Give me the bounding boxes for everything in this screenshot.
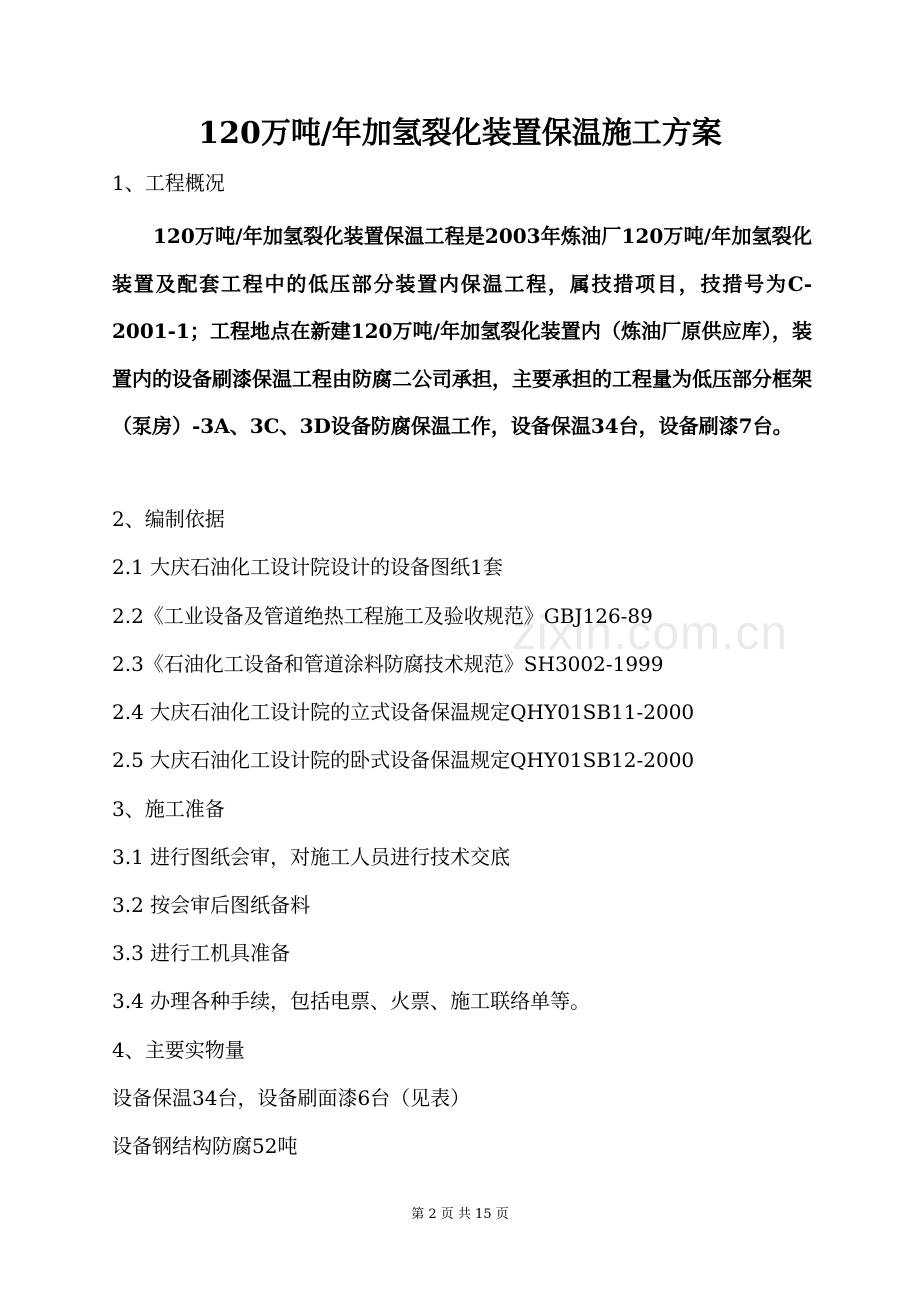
basis-item-2-5: 2.5 大庆石油化工设计院的卧式设备保温规定QHY01SB12-2000 [112, 748, 695, 772]
basis-item-2-4: 2.4 大庆石油化工设计院的立式设备保温规定QHY01SB11-2000 [112, 700, 695, 724]
section-2-heading: 2、编制依据 [112, 507, 225, 531]
basis-item-2-3: 2.3《石油化工设备和管道涂料防腐技术规范》SH3002-1999 [112, 652, 664, 676]
basis-item-2-2: 2.2《工业设备及管道绝热工程施工及验收规范》GBJ126-89 [112, 604, 653, 628]
document-title: 120万吨/年加氢裂化装置保温施工方案 [198, 116, 722, 151]
preparation-item-3-1: 3.1 进行图纸会审，对施工人员进行技术交底 [112, 845, 511, 869]
preparation-item-3-4: 3.4 办理各种手续，包括电票、火票、施工联络单等。 [112, 989, 591, 1013]
section-1-paragraph: 120万吨/年加氢裂化装置保温工程是2003年炼油厂120万吨/年加氢裂化装置及配套工程中的低压部分装置内保温工程，属技措项目，技措号为C-2001-1；工程地点在新建120万吨/年加氢裂化装置内（炼油厂原供应库），装置内的设备刷漆保温工程由防腐二公司承担，主要承担的工程量为低压部分框架（泵房）-3A、3C、3D设备防腐保温工作，设备保温34台，设备刷漆7台。 [112, 224, 812, 439]
basis-item-2-1: 2.1 大庆石油化工设计院设计的设备图纸1套 [112, 555, 503, 579]
quantity-item-steel: 设备钢结构防腐52吨 [112, 1134, 298, 1158]
preparation-item-3-3: 3.3 进行工机具准备 [112, 941, 291, 965]
preparation-item-3-2: 3.2 按会审后图纸备料 [112, 893, 311, 917]
section-3-heading: 3、施工准备 [112, 797, 225, 821]
section-4-heading: 4、主要实物量 [112, 1038, 245, 1062]
section-1-heading: 1、工程概况 [112, 171, 225, 195]
quantity-item-insulation: 设备保温34台，设备刷面漆6台（见表） [112, 1086, 471, 1110]
page-number-footer: 第 2 页 共 15 页 [411, 1207, 509, 1222]
watermark: zixin.com.cn [512, 607, 789, 660]
